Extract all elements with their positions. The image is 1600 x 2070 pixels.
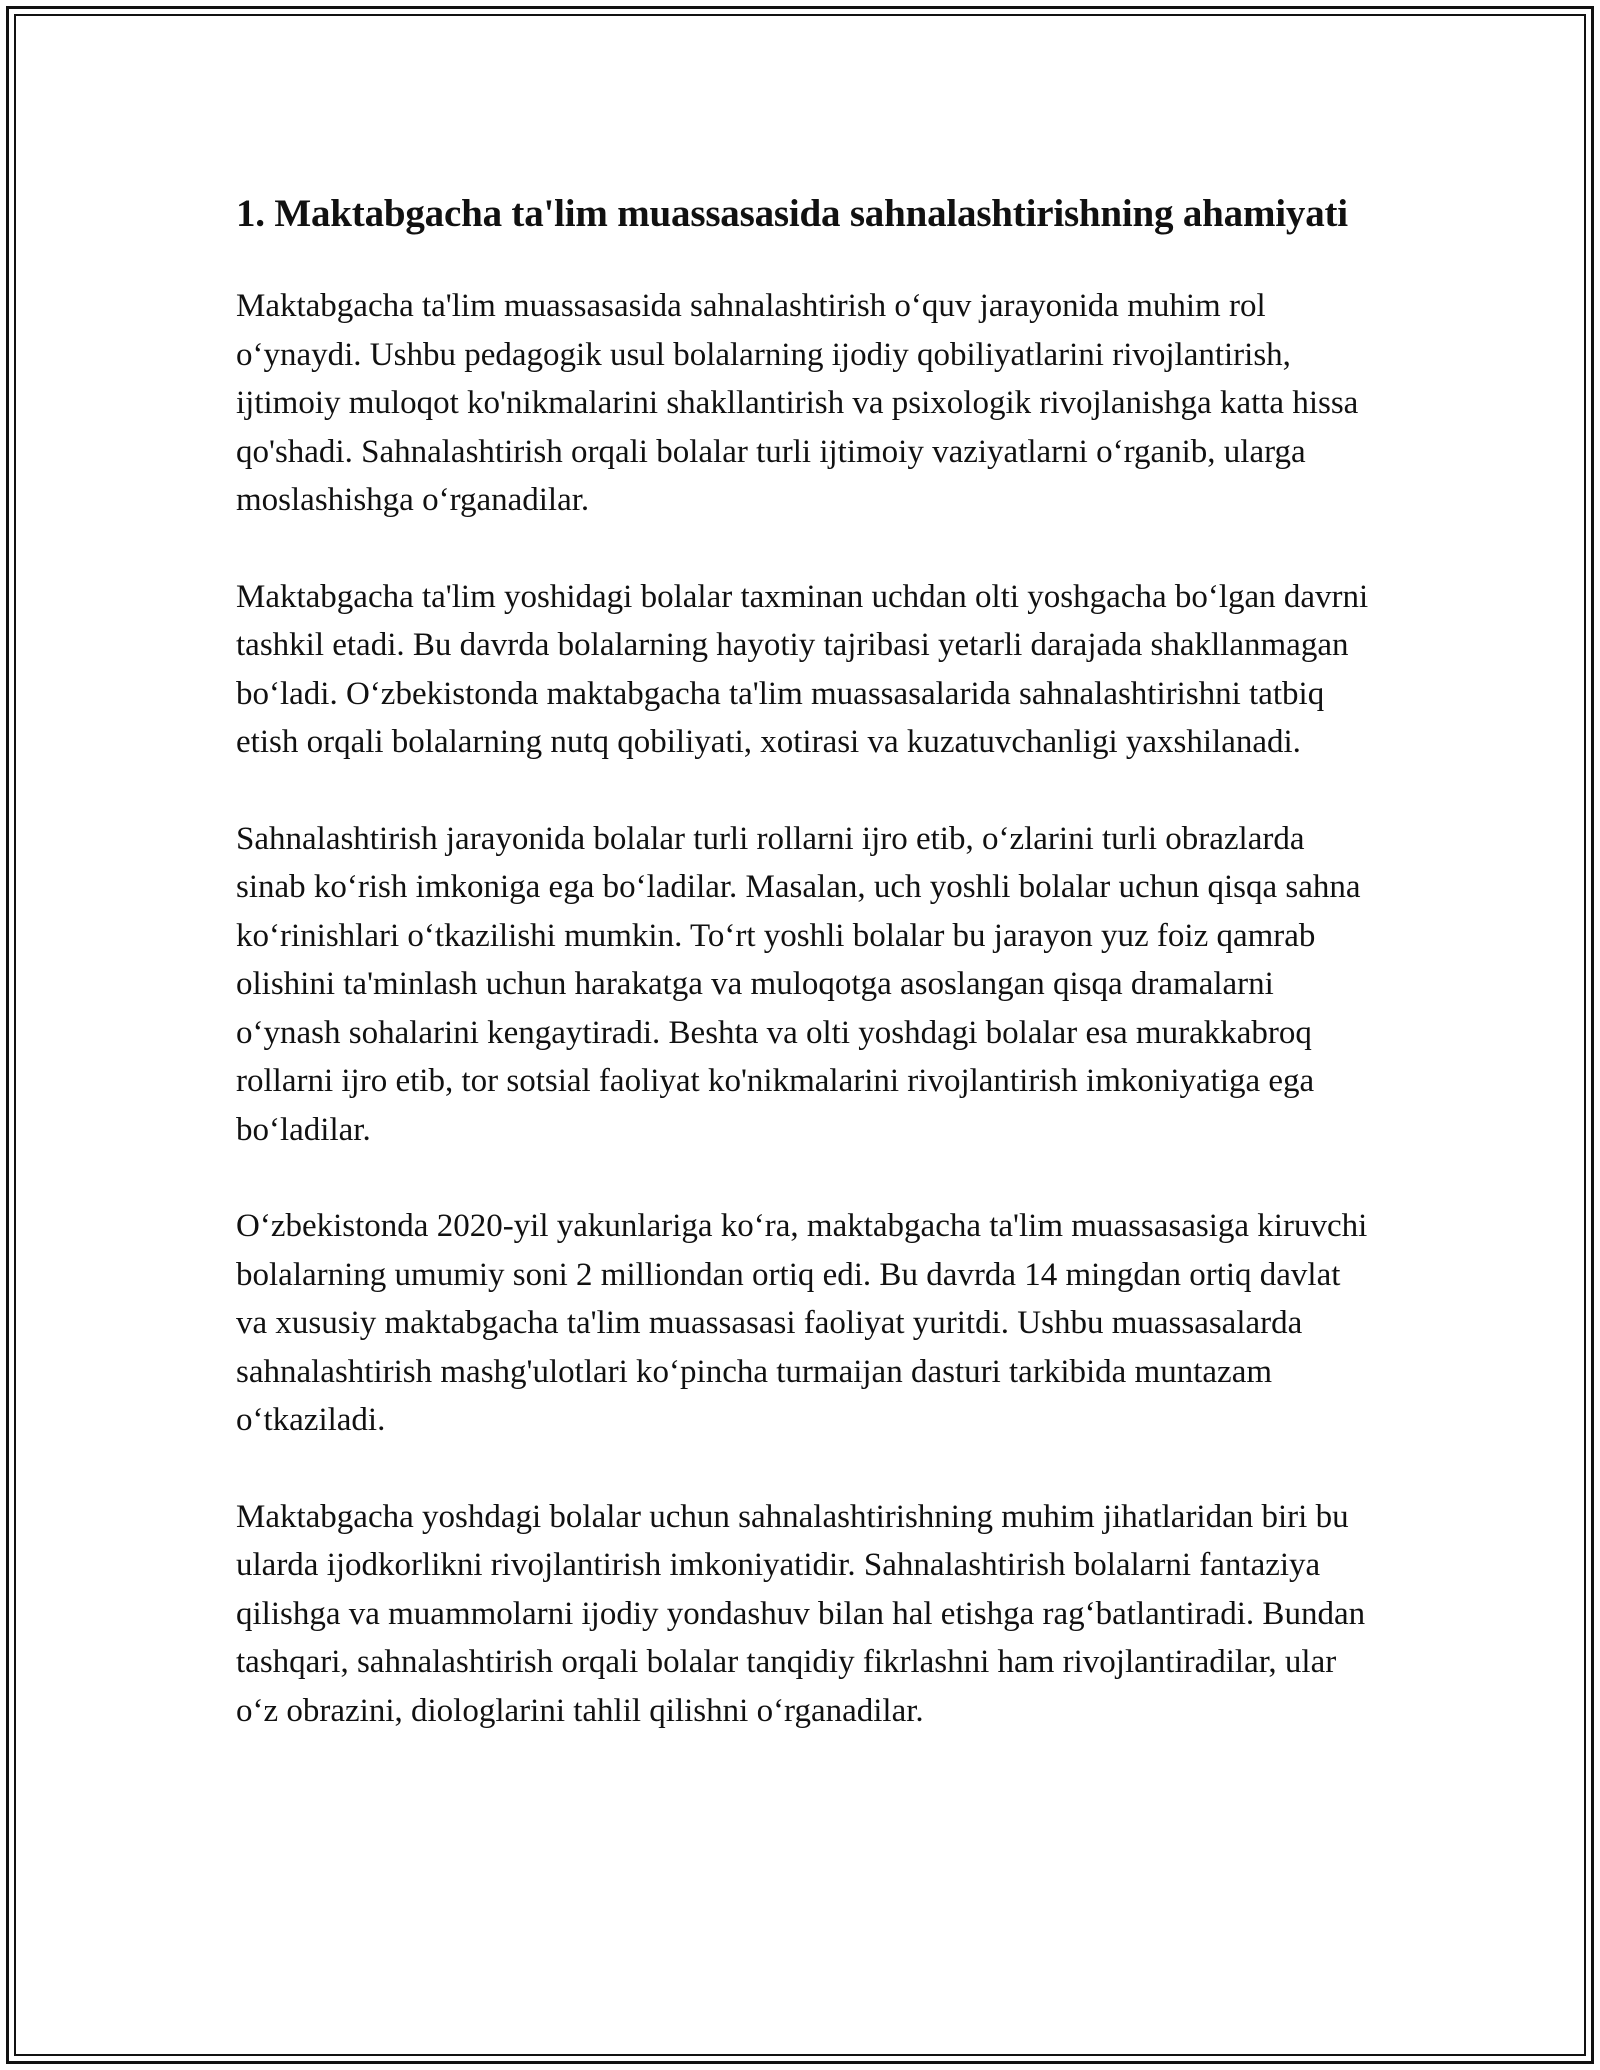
paragraph-3: Sahnalashtirish jarayonida bolalar turli rollarni ijro etib, o‘zlarini turli obrazlarda sinab ko‘rish imkoniga ega bo‘ladilar. Masalan, uch yoshli bolalar uchun qisqa sahna ko‘rinishlari o‘tkazilishi mumkin. To‘rt yoshli bolalar bu jarayon yuz foiz qamrab olishini ta'minlash uchun harakatga va muloqotga asoslangan qisqa dramalarni o‘ynash sohalarini kengaytiradi. Beshta va olti yoshdagi bolalar esa murakkabroq rollarni ijro etib, tor sotsial faoliyat ko'nikmalarini rivojlantirish imkoniyatiga ega bo‘ladilar. bbox=[236, 820, 1361, 1148]
paragraph-1: Maktabgacha ta'lim muassasasida sahnalashtirish o‘quv jarayonida muhim rol o‘ynaydi. Ushbu pedagogik usul bolalarning ijodiy qobiliyatlarini rivojlantirish, ijtimoiy muloqot ko'nikmalarini shakllantirish va psixologik rivojlanishga katta hissa qo'shadi. Sahnalashtirish orqali bolalar turli ijtimoiy vaziyatlarni o‘rganib, ularga moslashishga o‘rganadilar. bbox=[236, 288, 1359, 518]
paragraph-2: Maktabgacha ta'lim yoshidagi bolalar taxminan uchdan olti yoshgacha bo‘lgan davrni tashkil etadi. Bu davrda bolalarning hayotiy tajribasi yetarli darajada shakllanmagan bo‘ladi. O‘zbekistonda maktabgacha ta'lim muassasalarida sahnalashtirishni tatbiq etish orqali bolalarning nutq qobiliyati, xotirasi va kuzatuvchanligi yaxshilanadi. bbox=[236, 578, 1369, 760]
section-heading: 1. Maktabgacha ta'lim muassasasida sahnalashtirishning ahamiyati bbox=[236, 192, 1348, 235]
document-body bbox=[236, 186, 1371, 1783]
paragraph-4: O‘zbekistonda 2020-yil yakunlariga ko‘ra, maktabgacha ta'lim muassasasiga kiruvchi bolalarning umumiy soni 2 milliondan ortiq edi. Bu davrda 14 mingdan ortiq davlat va xususiy maktabgacha ta'lim muassasasi faoliyat yuritdi. Ushbu muassasalarda sahnalashtirish mashg'ulotlari ko‘pincha turmaijan dasturi tarkibida muntazam o‘tkaziladi. bbox=[236, 1208, 1368, 1438]
paragraph-5: Maktabgacha yoshdagi bolalar uchun sahnalashtirishning muhim jihatlaridan biri bu ularda ijodkorlikni rivojlantirish imkoniyatidir. Sahnalashtirish bolalarni fantaziya qilishga va muammolarni ijodiy yondashuv bilan hal etishga rag‘batlantiradi. Bundan tashqari, sahnalashtirish orqali bolalar tanqidiy fikrlashni ham rivojlantiradilar, ular o‘z obrazini, diologlarini tahlil qilishni o‘rganadilar. bbox=[236, 1498, 1366, 1729]
